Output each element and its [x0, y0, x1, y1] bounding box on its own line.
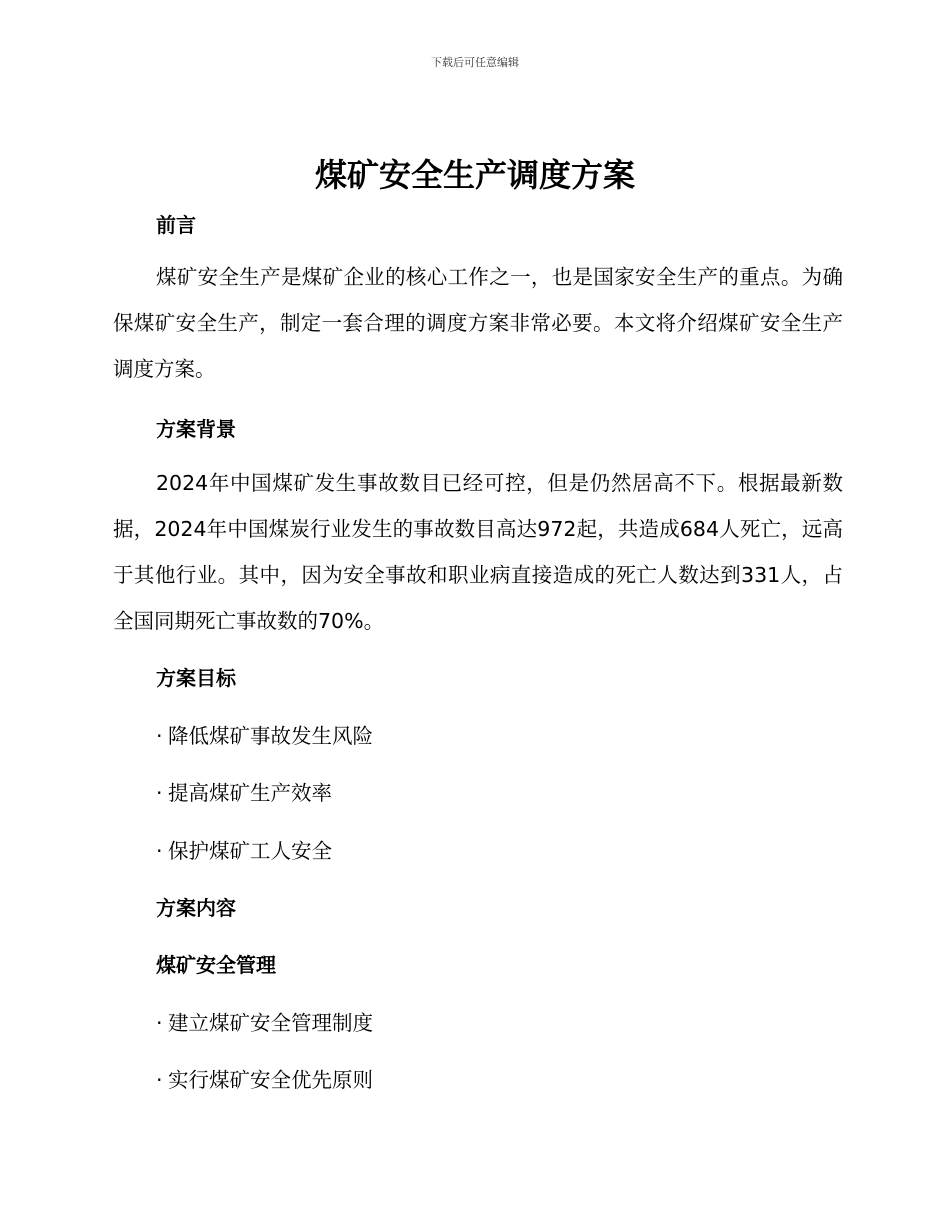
list-item-text: 保护煤矿工人安全 — [168, 839, 332, 863]
bullet-dot: · — [156, 724, 163, 748]
document-title: 煤矿安全生产调度方案 — [314, 156, 635, 194]
paragraph-preface: 煤矿安全生产是煤矿企业的核心工作之一，也是国家安全生产的重点。为确保煤矿安全生产，制定一套合理的调度方案非常必要。本文将介绍煤矿安全生产调度方案。 — [113, 265, 843, 381]
heading-safety-management: 煤矿安全管理 — [156, 953, 276, 977]
list-item — [156, 719, 373, 749]
list-item-text: 实行煤矿安全优先原则 — [168, 1068, 373, 1092]
header-note: 下载后可任意编辑 — [431, 56, 519, 69]
list-item — [156, 1063, 373, 1093]
list-item-text: 降低煤矿事故发生风险 — [168, 724, 373, 748]
list-item-text: 提高煤矿生产效率 — [168, 781, 332, 805]
list-item — [156, 1006, 373, 1036]
paragraph-background: 2024年中国煤矿发生事故数目已经可控，但是仍然居高不下。根据最新数据，2024年中国煤炭行业发生的事故数目高达972起，共造成684人死亡，远高于其他行业。其中，因为安全事故和职业病直接造成的死亡人数达到331人，占全国同期死亡事故数的70%。 — [113, 471, 843, 633]
heading-preface: 前言 — [156, 213, 196, 237]
list-item — [156, 776, 332, 806]
bullet-dot: · — [156, 839, 163, 863]
list-item-text: 建立煤矿安全管理制度 — [168, 1011, 373, 1035]
heading-content: 方案内容 — [156, 896, 236, 920]
bullet-dot: · — [156, 1011, 163, 1035]
bullet-dot: · — [156, 781, 163, 805]
heading-background: 方案背景 — [156, 417, 236, 441]
heading-goals: 方案目标 — [156, 666, 236, 690]
list-item — [156, 834, 332, 864]
bullet-dot: · — [156, 1068, 163, 1092]
